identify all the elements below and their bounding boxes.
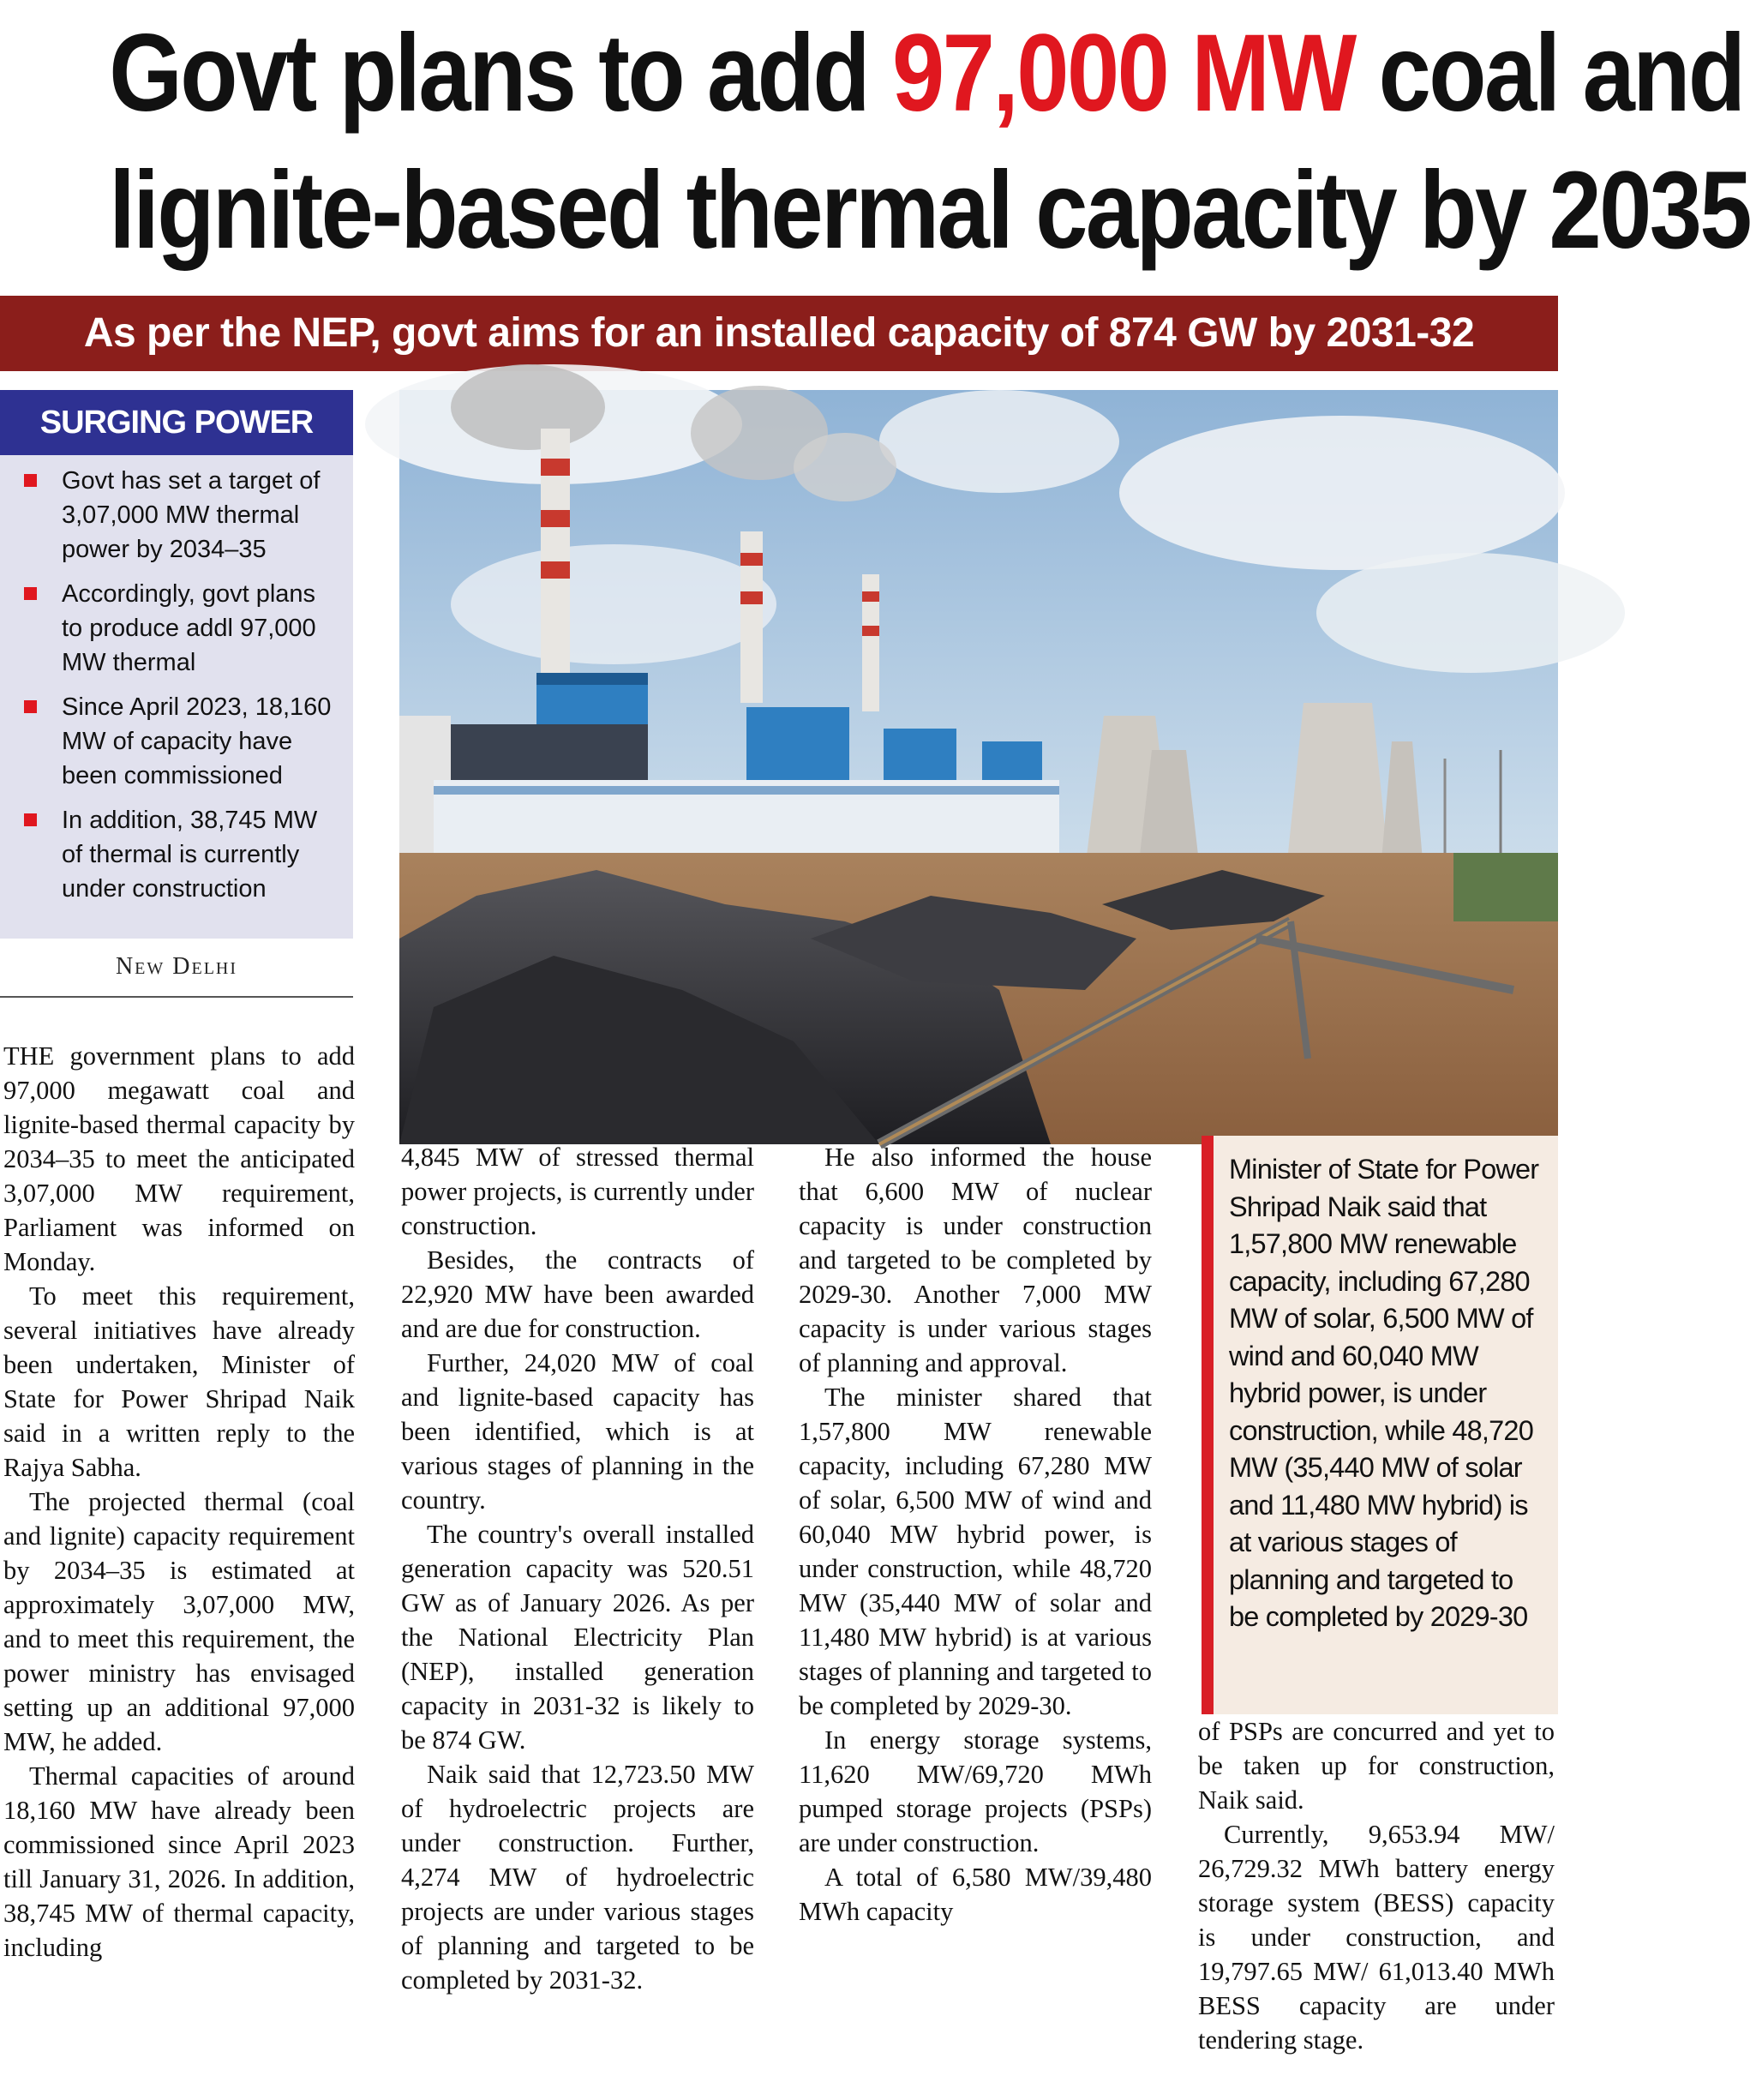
bullet-square-icon (24, 474, 37, 487)
headline-line-2: lignite-based thermal capacity by 2035 (109, 149, 1750, 272)
bullet-square-icon (24, 813, 37, 826)
headline-text: Govt plans to add (109, 12, 893, 135)
article-paragraph: The minister shared that 1,57,800 MW renewable capacity, including 67,280 MW of solar, 6,500 MW of wind and 60,040 MW hybrid power, is under construction, while 48,720 MW (35,440 MW of solar and 11,480 MW hybrid) is at various stages of planning and targeted to be completed by 2029-30. (799, 1383, 1152, 1720)
article-paragraph: To meet this requirement, several initiatives have already been undertaken, Minister of State for Power Shripad Naik said in a written reply to the Rajya Sabha. (3, 1281, 355, 1482)
bullet-square-icon (24, 587, 37, 600)
power-plant-photo (399, 390, 1558, 1144)
article-paragraph: Besides, the contracts of 22,920 MW have been awarded and are due for construction. (401, 1245, 754, 1343)
article-paragraph: Naik said that 12,723.50 MW of hydroelectric projects are under construction. Further, 4,274 MW of hydroelectric projects are under various stages of planning and targeted to be completed by 2031-32. (401, 1760, 754, 1995)
factbox-list (0, 455, 353, 906)
article-column-3 (799, 1140, 1152, 1929)
dateline: New Delhi (115, 953, 238, 980)
subheadline: As per the NEP, govt aims for an installed capacity of 874 GW by 2031-32 (0, 296, 1558, 371)
pull-quote: Minister of State for Power Shripad Naik said that 1,57,800 MW renewable capacity, including 67,280 MW of solar, 6,500 MW of wind and 60,040 MW hybrid power, is under construction, while 48,720 MW (35,440 MW of solar and 11,480 MW hybrid) is at various stages of planning and targeted to be completed by 2029-30 (1202, 1136, 1558, 1714)
article-paragraph: Thermal capacities of around 18,160 MW have already been commissioned since April 2023 till January 31, 2026. In addition, 38,745 MW of thermal capacity, including (3, 1761, 355, 1962)
factbox-item-text: Govt has set a target of 3,07,000 MW thermal power by 2034–35 (62, 467, 321, 563)
headline (109, 0, 1750, 283)
headline-text: coal and (1354, 12, 1744, 135)
article-column-1 (3, 1039, 355, 1965)
factbox-item-text: Accordingly, govt plans to produce addl 97,000 MW thermal (62, 580, 316, 676)
factbox-item-text: In addition, 38,745 MW of thermal is currently under construction (62, 807, 318, 903)
article-column-4 (1198, 1714, 1555, 2057)
article-paragraph: The projected thermal (coal and lignite) capacity requirement by 2034–35 is estimated at approximately 3,07,000 MW, and to meet this requirement, the power ministry has envisaged setting up an additional 97,000 MW, he added. (3, 1487, 355, 1756)
article-paragraph: He also informed the house that 6,600 MW of nuclear capacity is under construction and targeted to be completed by 2029-30. Another 7,000 MW capacity is under various stages of planning and approval. (799, 1143, 1152, 1377)
headline-accent: 97,000 MW (892, 12, 1355, 135)
article-paragraph: THE government plans to add 97,000 megawatt coal and lignite-based thermal capacity by 2034–35 to meet the anticipated 3,07,000 MW requirement, Parliament was informed on Monday. (3, 1041, 355, 1276)
article-paragraph: The country's overall installed generation capacity was 520.51 GW as of January 2026. As per the National Electricity Plan (NEP), installed generation capacity in 2031-32 is likely to be 874 GW. (401, 1520, 754, 1755)
article-paragraph: Currently, 9,653.94 MW/ 26,729.32 MWh battery energy storage system (BESS) capacity is under construction, and 19,797.65 MW/ 61,013.40 MWh BESS capacity are under tendering stage. (1198, 1820, 1555, 2055)
article-paragraph: A total of 6,580 MW/39,480 MWh capacity (799, 1863, 1152, 1926)
factbox-item-text: Since April 2023, 18,160 MW of capacity have been commissioned (62, 693, 332, 789)
dateline-divider (0, 996, 353, 998)
factbox (0, 390, 353, 939)
article-column-2 (401, 1140, 754, 1997)
factbox-title: SURGING POWER (0, 390, 353, 455)
factbox-item (12, 803, 341, 906)
headline-line-1 (109, 0, 1744, 137)
article-paragraph: In energy storage systems, 11,620 MW/69,720 MWh pumped storage projects (PSPs) are under construction. (799, 1725, 1152, 1857)
factbox-item (12, 690, 341, 793)
factbox-item (12, 577, 341, 680)
article-paragraph: 4,845 MW of stressed thermal power projects, is currently under construction. (401, 1143, 754, 1240)
bullet-square-icon (24, 700, 37, 713)
article-paragraph: of PSPs are concurred and yet to be taken up for construction, Naik said. (1198, 1717, 1555, 1815)
article-paragraph: Further, 24,020 MW of coal and lignite-based capacity has been identified, which is at various stages of planning in the country. (401, 1348, 754, 1515)
factbox-item (12, 464, 341, 567)
